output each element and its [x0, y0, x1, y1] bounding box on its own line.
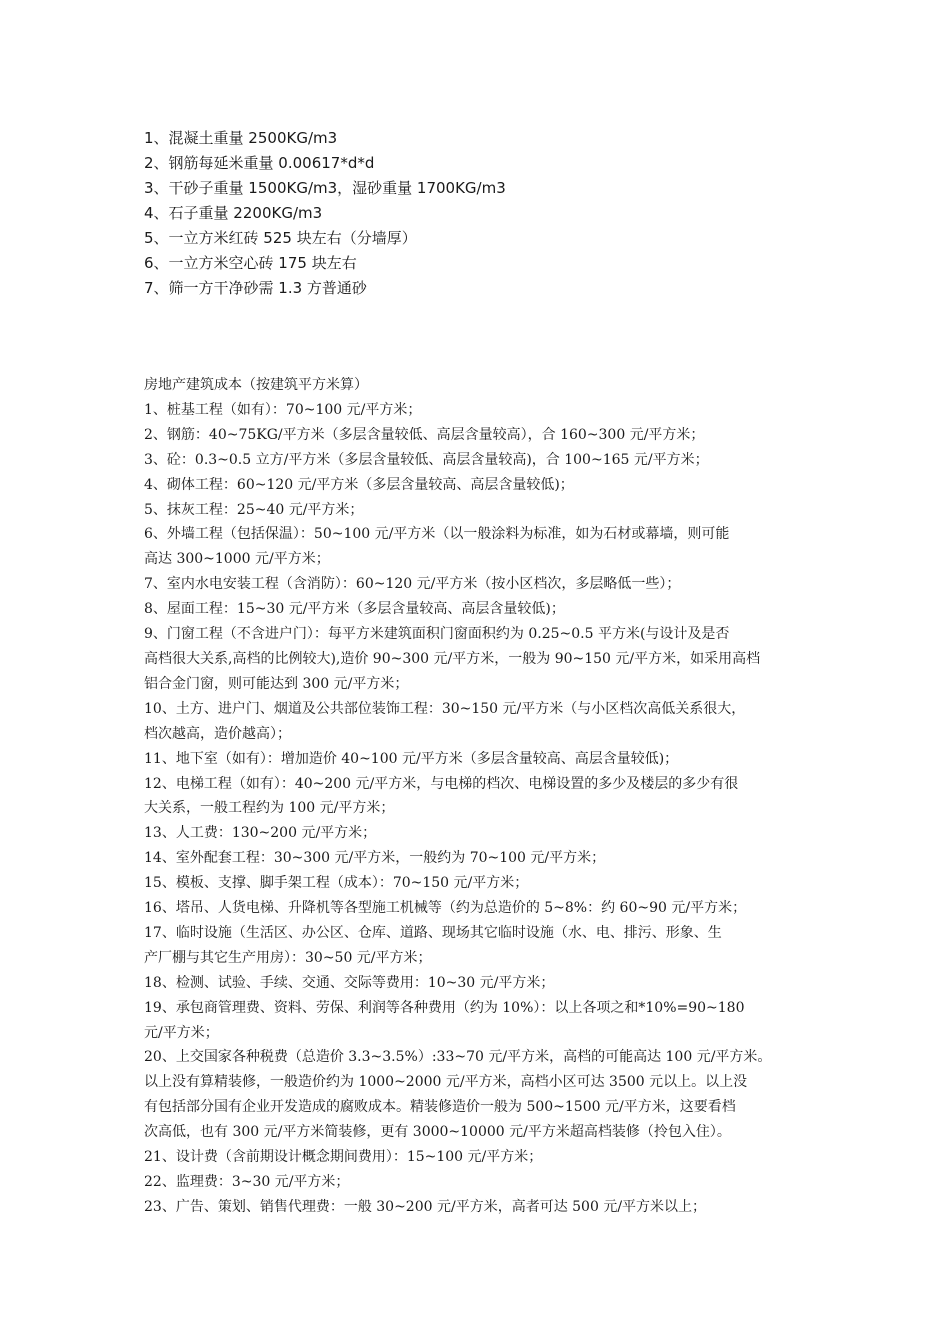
cost-line: 12、电梯工程（如有）：40~200 元/平方米，与电梯的档次、电梯设置的多少及楼层的多少有很 — [144, 775, 739, 792]
cost-line: 高档很大关系,高档的比例较大),造价 90~300 元/平方米，一般为 90~150 元/平方米，如采用高档 — [144, 650, 761, 667]
materials-item: 7、筛一方干净砂需 1.3 方普通砂 — [144, 279, 367, 297]
materials-item: 3、干砂子重量 1500KG/m3，湿砂重量 1700KG/m3 — [144, 179, 506, 197]
cost-line: 5、抹灰工程：25~40 元/平方米； — [144, 501, 364, 518]
cost-line: 10、土方、进户门、烟道及公共部位装饰工程：30~150 元/平方米（与小区档次高低关系很大， — [144, 700, 746, 717]
cost-line: 23、广告、策划、销售代理费：一般 30~200 元/平方米，高者可达 500 元/平方米以上； — [144, 1198, 707, 1215]
cost-line: 20、上交国家各种税费（总造价 3.3~3.5%）:33~70 元/平方米，高档的可能高达 100 元/平方米。 — [144, 1049, 772, 1066]
cost-line: 元/平方米； — [144, 1024, 219, 1041]
cost-section — [144, 373, 814, 1220]
cost-line: 14、室外配套工程：30~300 元/平方米，一般约为 70~100 元/平方米； — [144, 850, 606, 867]
materials-item: 5、一立方米红砖 525 块左右（分墙厚） — [144, 229, 417, 247]
cost-line: 13、人工费：130~200 元/平方米； — [144, 825, 377, 842]
materials-list — [144, 126, 844, 301]
cost-line: 16、塔吊、人货电梯、升降机等各型施工机械等（约为总造价的 5~8%：约 60~90 元/平方米； — [144, 900, 747, 917]
cost-line: 21、设计费（含前期设计概念期间费用）：15~100 元/平方米； — [144, 1149, 543, 1166]
cost-line: 3、砼：0.3~0.5 立方/平方米（多层含量较低、高层含量较高)，合 100~165 元/平方米； — [144, 451, 709, 468]
cost-line: 以上没有算精装修，一般造价约为 1000~2000 元/平方米，高档小区可达 3500 元以上。以上没 — [144, 1074, 748, 1091]
cost-line: 1、桩基工程（如有）：70~100 元/平方米； — [144, 401, 422, 418]
cost-line: 产厂棚与其它生产用房）：30~50 元/平方米； — [144, 949, 432, 966]
materials-item: 1、混凝土重量 2500KG/m3 — [144, 129, 338, 147]
cost-line: 有包括部分国有企业开发造成的腐败成本。精装修造价一般为 500~1500 元/平方米，这要看档 — [144, 1099, 736, 1116]
cost-line: 4、砌体工程：60~120 元/平方米（多层含量较高、高层含量较低)； — [144, 476, 574, 493]
cost-section-title: 房地产建筑成本（按建筑平方米算） — [144, 377, 368, 393]
cost-lines — [144, 398, 814, 1220]
cost-line: 大关系，一般工程约为 100 元/平方米； — [144, 800, 395, 817]
cost-line: 7、室内水电安装工程（含消防）：60~120 元/平方米（按小区档次，多层略低一些）； — [144, 576, 681, 593]
cost-line: 11、地下室（如有）：增加造价 40~100 元/平方米（多层含量较高、高层含量较低)； — [144, 750, 679, 767]
cost-line: 18、检测、试验、手续、交通、交际等费用：10~30 元/平方米； — [144, 974, 555, 991]
cost-line: 9、门窗工程（不含进户门）：每平方米建筑面积门窗面积约为 0.25~0.5 平方米(与设计及是否 — [144, 626, 730, 643]
cost-line: 22、监理费：3~30 元/平方米； — [144, 1174, 350, 1190]
cost-line: 档次越高，造价越高）； — [144, 725, 291, 742]
materials-item: 6、一立方米空心砖 175 块左右 — [144, 254, 357, 272]
cost-line: 15、模板、支撑、脚手架工程（成本）：70~150 元/平方米； — [144, 875, 529, 892]
cost-line: 次高低，也有 300 元/平方米简装修，更有 3000~10000 元/平方米超高档装修（拎包入住）。 — [144, 1124, 731, 1141]
materials-item: 4、石子重量 2200KG/m3 — [144, 204, 323, 222]
materials-item: 2、钢筋每延米重量 0.00617*d*d — [144, 154, 375, 172]
cost-line: 19、承包商管理费、资料、劳保、利润等各种费用（约为 10%）：以上各项之和*10%=90~180 — [144, 999, 745, 1016]
cost-line: 8、屋面工程：15~30 元/平方米（多层含量较高、高层含量较低)； — [144, 601, 565, 618]
cost-line: 铝合金门窗，则可能达到 300 元/平方米； — [144, 675, 409, 692]
cost-line: 17、临时设施（生活区、办公区、仓库、道路、现场其它临时设施（水、电、排污、形象、生 — [144, 924, 722, 941]
cost-line: 6、外墙工程（包括保温）：50~100 元/平方米（以一般涂料为标准，如为石材或幕墙，则可能 — [144, 526, 730, 543]
cost-line: 2、钢筋：40~75KG/平方米（多层含量较低、高层含量较高），合 160~300 元/平方米； — [144, 426, 705, 443]
cost-line: 高达 300~1000 元/平方米； — [144, 551, 330, 568]
